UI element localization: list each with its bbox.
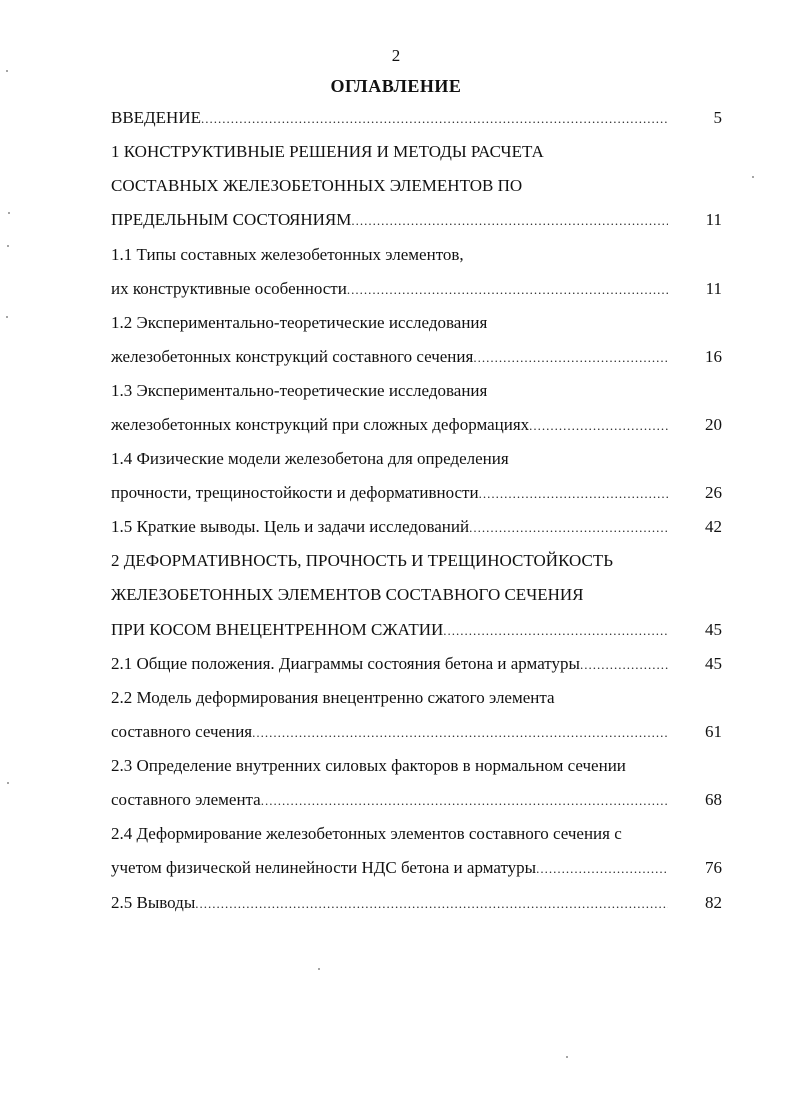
toc-entry-page: 61 [705, 722, 722, 741]
toc-entry-text: 1.5 Краткие выводы. Цель и задачи исследований [111, 517, 470, 536]
toc-entry-text: 1.1 Типы составных железобетонных элементов, [111, 245, 464, 264]
toc-entry-page: 45 [705, 654, 722, 673]
toc-entry-text: ВВЕДЕНИЕ [111, 108, 201, 127]
toc-entry-text: ЖЕЛЕЗОБЕТОННЫХ ЭЛЕМЕНТОВ СОСТАВНОГО СЕЧЕНИЯ [111, 585, 584, 604]
toc-entry [111, 654, 722, 678]
dot-leader [479, 486, 668, 502]
toc-entry [111, 245, 722, 269]
scan-speck [7, 782, 9, 784]
toc-entry [111, 688, 722, 712]
toc-entry-page: 26 [705, 483, 722, 502]
toc-entry-text: составного сечения [111, 722, 253, 741]
toc-entry [111, 279, 722, 303]
toc-entry-page: 5 [713, 108, 722, 127]
toc-entry [111, 142, 722, 166]
toc-entry-text: железобетонных конструкций составного сечения [111, 347, 474, 366]
dot-leader [195, 896, 668, 912]
toc-entry [111, 893, 722, 917]
toc-entry [111, 176, 722, 200]
toc-entry [111, 722, 722, 746]
toc-entry [111, 620, 722, 644]
toc-entry-page: 20 [705, 415, 722, 434]
toc-entry [111, 756, 722, 780]
toc-entry [111, 449, 722, 473]
toc-entry-page: 76 [705, 858, 722, 877]
toc-entry [111, 347, 722, 371]
toc-entry-page: 16 [705, 347, 722, 366]
toc-entry-text: 1.3 Экспериментально-теоретические исследования [111, 381, 488, 400]
toc-entry-text: прочности, трещиностойкости и деформативности [111, 483, 479, 502]
toc-entry-text: составного элемента [111, 790, 261, 809]
toc-entry-text: учетом физической нелинейности НДС бетона и арматуры [111, 858, 537, 877]
toc-entry-text: 2.4 Деформирование железобетонных элементов составного сечения с [111, 824, 622, 843]
toc-entry-page: 82 [705, 893, 722, 912]
toc-entry-text: 2.5 Выводы [111, 893, 196, 912]
toc-entry-text: 2.2 Модель деформирования внецентренно сжатого элемента [111, 688, 555, 707]
toc-entry-text: СОСТАВНЫХ ЖЕЛЕЗОБЕТОННЫХ ЭЛЕМЕНТОВ ПО [111, 176, 523, 195]
dot-leader [351, 213, 668, 229]
dot-leader [529, 418, 668, 434]
toc-entry [111, 483, 722, 507]
toc-entry [111, 210, 722, 234]
toc-entry-page: 68 [705, 790, 722, 809]
dot-leader [347, 282, 668, 298]
dot-leader [443, 623, 668, 639]
toc-entry-text: 2.1 Общие положения. Диаграммы состояния бетона и арматуры [111, 654, 580, 673]
toc-entry-text: ПРИ КОСОМ ВНЕЦЕНТРЕННОМ СЖАТИИ [111, 620, 444, 639]
toc-entry-page: 45 [705, 620, 722, 639]
toc-entry-text: их конструктивные особенности [111, 279, 347, 298]
toc-entry [111, 108, 722, 132]
dot-leader [469, 520, 668, 536]
dot-leader [473, 350, 668, 366]
dot-leader [201, 111, 668, 127]
toc-entry [111, 858, 722, 882]
scan-speck [318, 968, 320, 970]
dot-leader [261, 793, 668, 809]
toc-title: ОГЛАВЛЕНИЕ [330, 76, 462, 96]
dot-leader [580, 657, 668, 673]
toc-entry [111, 313, 722, 337]
toc-entry-text: ПРЕДЕЛЬНЫМ СОСТОЯНИЯМ [111, 210, 352, 229]
toc-entry [111, 517, 722, 541]
dot-leader [536, 861, 668, 877]
scan-speck [566, 1056, 568, 1058]
toc-entry [111, 585, 722, 609]
toc-entry-text: 1.2 Экспериментально-теоретические исследования [111, 313, 488, 332]
dot-leader [252, 725, 668, 741]
scan-speck [7, 245, 9, 247]
scan-speck [6, 70, 8, 72]
toc-entry [111, 824, 722, 848]
toc-entry-text: 1 КОНСТРУКТИВНЫЕ РЕШЕНИЯ И МЕТОДЫ РАСЧЕТА [111, 142, 544, 161]
toc-entry [111, 381, 722, 405]
toc-entry [111, 551, 722, 575]
toc-entry-page: 11 [705, 279, 722, 298]
toc-entry-text: железобетонных конструкций при сложных деформациях [111, 415, 530, 434]
toc-entry-text: 2 ДЕФОРМАТИВНОСТЬ, ПРОЧНОСТЬ И ТРЕЩИНОСТОЙКОСТЬ [111, 551, 613, 570]
scan-speck [8, 212, 10, 214]
toc-entry-page: 42 [705, 517, 722, 536]
toc-entry [111, 415, 722, 439]
toc-entry-page: 11 [705, 210, 722, 229]
page-number: 2 [391, 46, 401, 65]
toc-entry-text: 1.4 Физические модели железобетона для определения [111, 449, 509, 468]
scan-speck [752, 176, 754, 178]
toc-entry-text: 2.3 Определение внутренних силовых факторов в нормальном сечении [111, 756, 626, 775]
scan-speck [6, 316, 8, 318]
toc-entry [111, 790, 722, 814]
